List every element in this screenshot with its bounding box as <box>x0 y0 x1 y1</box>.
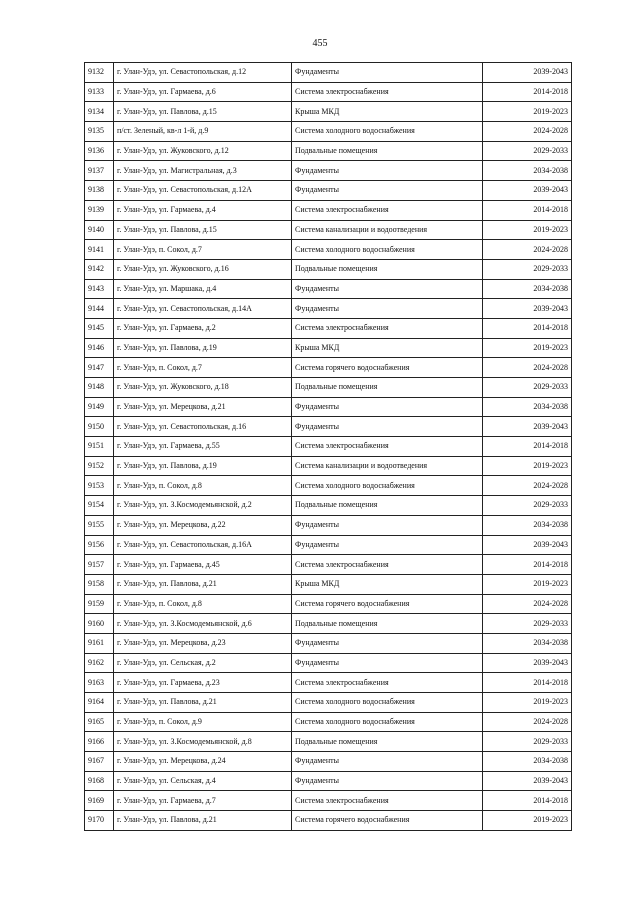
registry-table-body <box>85 63 572 831</box>
row-number: 9145 <box>85 318 114 338</box>
address-cell: г. Улан-Удэ, п. Сокол, д.9 <box>114 712 292 732</box>
row-number: 9163 <box>85 673 114 693</box>
system-cell: Система электроснабжения <box>292 82 483 102</box>
period-cell: 2019-2023 <box>483 338 572 358</box>
period-cell: 2019-2023 <box>483 693 572 713</box>
row-number: 9133 <box>85 82 114 102</box>
row-number: 9144 <box>85 299 114 319</box>
address-cell: г. Улан-Удэ, ул. Севастопольская, д.14А <box>114 299 292 319</box>
address-cell: г. Улан-Удэ, ул. Жуковского, д.18 <box>114 378 292 398</box>
row-number: 9150 <box>85 417 114 437</box>
table-row <box>85 318 572 338</box>
period-cell: 2029-2033 <box>483 141 572 161</box>
address-cell: г. Улан-Удэ, ул. Жуковского, д.16 <box>114 259 292 279</box>
system-cell: Система электроснабжения <box>292 318 483 338</box>
period-cell: 2014-2018 <box>483 673 572 693</box>
row-number: 9153 <box>85 476 114 496</box>
period-cell: 2034-2038 <box>483 633 572 653</box>
system-cell: Подвальные помещения <box>292 732 483 752</box>
period-cell: 2039-2043 <box>483 299 572 319</box>
system-cell: Система холодного водоснабжения <box>292 122 483 142</box>
row-number: 9132 <box>85 63 114 83</box>
system-cell: Подвальные помещения <box>292 259 483 279</box>
period-cell: 2029-2033 <box>483 614 572 634</box>
table-row <box>85 141 572 161</box>
table-row <box>85 181 572 201</box>
period-cell: 2029-2033 <box>483 378 572 398</box>
address-cell: г. Улан-Удэ, ул. Гармаева, д.6 <box>114 82 292 102</box>
row-number: 9168 <box>85 771 114 791</box>
period-cell: 2019-2023 <box>483 456 572 476</box>
table-row <box>85 515 572 535</box>
address-cell: г. Улан-Удэ, ул. Маршака, д.4 <box>114 279 292 299</box>
system-cell: Система горячего водоснабжения <box>292 594 483 614</box>
system-cell: Система канализации и водоотведения <box>292 220 483 240</box>
row-number: 9142 <box>85 259 114 279</box>
period-cell: 2029-2033 <box>483 259 572 279</box>
system-cell: Фундаменты <box>292 181 483 201</box>
row-number: 9156 <box>85 535 114 555</box>
table-row <box>85 200 572 220</box>
period-cell: 2014-2018 <box>483 318 572 338</box>
system-cell: Система канализации и водоотведения <box>292 456 483 476</box>
table-row <box>85 693 572 713</box>
address-cell: г. Улан-Удэ, п. Сокол, д.8 <box>114 594 292 614</box>
row-number: 9167 <box>85 752 114 772</box>
table-row <box>85 653 572 673</box>
period-cell: 2019-2023 <box>483 574 572 594</box>
table-row <box>85 633 572 653</box>
row-number: 9170 <box>85 811 114 831</box>
row-number: 9151 <box>85 437 114 457</box>
row-number: 9165 <box>85 712 114 732</box>
address-cell: г. Улан-Удэ, п. Сокол, д.7 <box>114 240 292 260</box>
table-row <box>85 811 572 831</box>
row-number: 9159 <box>85 594 114 614</box>
address-cell: г. Улан-Удэ, ул. Павлова, д.21 <box>114 811 292 831</box>
address-cell: г. Улан-Удэ, ул. Павлова, д.15 <box>114 220 292 240</box>
system-cell: Система горячего водоснабжения <box>292 811 483 831</box>
system-cell: Подвальные помещения <box>292 141 483 161</box>
address-cell: г. Улан-Удэ, ул. Гармаева, д.55 <box>114 437 292 457</box>
table-row <box>85 437 572 457</box>
system-cell: Система электроснабжения <box>292 673 483 693</box>
system-cell: Фундаменты <box>292 397 483 417</box>
table-row <box>85 358 572 378</box>
system-cell: Система холодного водоснабжения <box>292 712 483 732</box>
row-number: 9147 <box>85 358 114 378</box>
system-cell: Подвальные помещения <box>292 378 483 398</box>
table-row <box>85 614 572 634</box>
address-cell: г. Улан-Удэ, ул. Мерецкова, д.22 <box>114 515 292 535</box>
system-cell: Подвальные помещения <box>292 614 483 634</box>
system-cell: Фундаменты <box>292 417 483 437</box>
period-cell: 2034-2038 <box>483 752 572 772</box>
row-number: 9146 <box>85 338 114 358</box>
period-cell: 2039-2043 <box>483 653 572 673</box>
address-cell: г. Улан-Удэ, ул. Гармаева, д.4 <box>114 200 292 220</box>
system-cell: Система электроснабжения <box>292 555 483 575</box>
period-cell: 2014-2018 <box>483 200 572 220</box>
period-cell: 2024-2028 <box>483 358 572 378</box>
table-row <box>85 712 572 732</box>
table-row <box>85 63 572 83</box>
table-row <box>85 476 572 496</box>
system-cell: Система горячего водоснабжения <box>292 358 483 378</box>
system-cell: Фундаменты <box>292 161 483 181</box>
system-cell: Подвальные помещения <box>292 496 483 516</box>
period-cell: 2034-2038 <box>483 279 572 299</box>
address-cell: г. Улан-Удэ, ул. Павлова, д.21 <box>114 693 292 713</box>
row-number: 9140 <box>85 220 114 240</box>
row-number: 9134 <box>85 102 114 122</box>
table-row <box>85 240 572 260</box>
address-cell: г. Улан-Удэ, ул. Сельская, д.2 <box>114 653 292 673</box>
table-row <box>85 456 572 476</box>
row-number: 9158 <box>85 574 114 594</box>
address-cell: г. Улан-Удэ, ул. Павлова, д.15 <box>114 102 292 122</box>
system-cell: Фундаменты <box>292 771 483 791</box>
period-cell: 2024-2028 <box>483 122 572 142</box>
address-cell: г. Улан-Удэ, ул. Севастопольская, д.16А <box>114 535 292 555</box>
page-number: 455 <box>312 38 328 49</box>
period-cell: 2034-2038 <box>483 397 572 417</box>
address-cell: г. Улан-Удэ, ул. Павлова, д.19 <box>114 456 292 476</box>
address-cell: г. Улан-Удэ, ул. Мерецкова, д.21 <box>114 397 292 417</box>
address-cell: г. Улан-Удэ, п. Сокол, д.8 <box>114 476 292 496</box>
address-cell: г. Улан-Удэ, ул. З.Космодемьянской, д.2 <box>114 496 292 516</box>
system-cell: Система холодного водоснабжения <box>292 476 483 496</box>
row-number: 9157 <box>85 555 114 575</box>
system-cell: Фундаменты <box>292 653 483 673</box>
address-cell: г. Улан-Удэ, п. Сокол, д.7 <box>114 358 292 378</box>
system-cell: Крыша МКД <box>292 338 483 358</box>
row-number: 9152 <box>85 456 114 476</box>
table-row <box>85 791 572 811</box>
period-cell: 2029-2033 <box>483 732 572 752</box>
address-cell: г. Улан-Удэ, ул. Гармаева, д.45 <box>114 555 292 575</box>
address-cell: г. Улан-Удэ, ул. Сельская, д.4 <box>114 771 292 791</box>
table-row <box>85 594 572 614</box>
row-number: 9149 <box>85 397 114 417</box>
address-cell: г. Улан-Удэ, ул. Севастопольская, д.12А <box>114 181 292 201</box>
table-row <box>85 417 572 437</box>
row-number: 9141 <box>85 240 114 260</box>
system-cell: Система холодного водоснабжения <box>292 240 483 260</box>
period-cell: 2024-2028 <box>483 712 572 732</box>
table-row <box>85 673 572 693</box>
system-cell: Фундаменты <box>292 299 483 319</box>
table-row <box>85 82 572 102</box>
table-row <box>85 102 572 122</box>
row-number: 9137 <box>85 161 114 181</box>
address-cell: г. Улан-Удэ, ул. Жуковского, д.12 <box>114 141 292 161</box>
table-row <box>85 574 572 594</box>
row-number: 9139 <box>85 200 114 220</box>
system-cell: Фундаменты <box>292 752 483 772</box>
row-number: 9161 <box>85 633 114 653</box>
address-cell: г. Улан-Удэ, ул. Мерецкова, д.23 <box>114 633 292 653</box>
period-cell: 2024-2028 <box>483 476 572 496</box>
address-cell: п/ст. Зеленый, кв-л 1-й, д.9 <box>114 122 292 142</box>
period-cell: 2014-2018 <box>483 82 572 102</box>
address-cell: г. Улан-Удэ, ул. Мерецкова, д.24 <box>114 752 292 772</box>
period-cell: 2019-2023 <box>483 220 572 240</box>
table-row <box>85 279 572 299</box>
row-number: 9154 <box>85 496 114 516</box>
system-cell: Фундаменты <box>292 63 483 83</box>
row-number: 9155 <box>85 515 114 535</box>
address-cell: г. Улан-Удэ, ул. З.Космодемьянской, д.6 <box>114 614 292 634</box>
period-cell: 2014-2018 <box>483 437 572 457</box>
period-cell: 2024-2028 <box>483 594 572 614</box>
table-row <box>85 535 572 555</box>
table-row <box>85 259 572 279</box>
system-cell: Фундаменты <box>292 633 483 653</box>
table-row <box>85 496 572 516</box>
table-row <box>85 555 572 575</box>
table-row <box>85 752 572 772</box>
period-cell: 2034-2038 <box>483 161 572 181</box>
address-cell: г. Улан-Удэ, ул. Павлова, д.21 <box>114 574 292 594</box>
system-cell: Фундаменты <box>292 535 483 555</box>
table-row <box>85 161 572 181</box>
period-cell: 2024-2028 <box>483 240 572 260</box>
period-cell: 2014-2018 <box>483 791 572 811</box>
row-number: 9164 <box>85 693 114 713</box>
period-cell: 2034-2038 <box>483 515 572 535</box>
registry-table <box>84 62 572 831</box>
row-number: 9148 <box>85 378 114 398</box>
period-cell: 2039-2043 <box>483 535 572 555</box>
system-cell: Крыша МКД <box>292 574 483 594</box>
system-cell: Система электроснабжения <box>292 437 483 457</box>
address-cell: г. Улан-Удэ, ул. Павлова, д.19 <box>114 338 292 358</box>
row-number: 9136 <box>85 141 114 161</box>
period-cell: 2039-2043 <box>483 771 572 791</box>
address-cell: г. Улан-Удэ, ул. Севастопольская, д.16 <box>114 417 292 437</box>
row-number: 9169 <box>85 791 114 811</box>
table-row <box>85 397 572 417</box>
system-cell: Система холодного водоснабжения <box>292 693 483 713</box>
system-cell: Система электроснабжения <box>292 200 483 220</box>
row-number: 9138 <box>85 181 114 201</box>
table-row <box>85 299 572 319</box>
table-row <box>85 122 572 142</box>
address-cell: г. Улан-Удэ, ул. З.Космодемьянской, д.8 <box>114 732 292 752</box>
period-cell: 2039-2043 <box>483 63 572 83</box>
row-number: 9135 <box>85 122 114 142</box>
table-row <box>85 378 572 398</box>
period-cell: 2039-2043 <box>483 181 572 201</box>
address-cell: г. Улан-Удэ, ул. Гармаева, д.23 <box>114 673 292 693</box>
table-row <box>85 732 572 752</box>
address-cell: г. Улан-Удэ, ул. Магистральная, д.3 <box>114 161 292 181</box>
system-cell: Фундаменты <box>292 515 483 535</box>
address-cell: г. Улан-Удэ, ул. Севастопольская, д.12 <box>114 63 292 83</box>
table-row <box>85 220 572 240</box>
system-cell: Фундаменты <box>292 279 483 299</box>
row-number: 9160 <box>85 614 114 634</box>
period-cell: 2039-2043 <box>483 417 572 437</box>
period-cell: 2014-2018 <box>483 555 572 575</box>
period-cell: 2019-2023 <box>483 102 572 122</box>
row-number: 9162 <box>85 653 114 673</box>
row-number: 9166 <box>85 732 114 752</box>
period-cell: 2019-2023 <box>483 811 572 831</box>
address-cell: г. Улан-Удэ, ул. Гармаева, д.7 <box>114 791 292 811</box>
address-cell: г. Улан-Удэ, ул. Гармаева, д.2 <box>114 318 292 338</box>
row-number: 9143 <box>85 279 114 299</box>
system-cell: Крыша МКД <box>292 102 483 122</box>
period-cell: 2029-2033 <box>483 496 572 516</box>
table-row <box>85 771 572 791</box>
system-cell: Система электроснабжения <box>292 791 483 811</box>
table-row <box>85 338 572 358</box>
